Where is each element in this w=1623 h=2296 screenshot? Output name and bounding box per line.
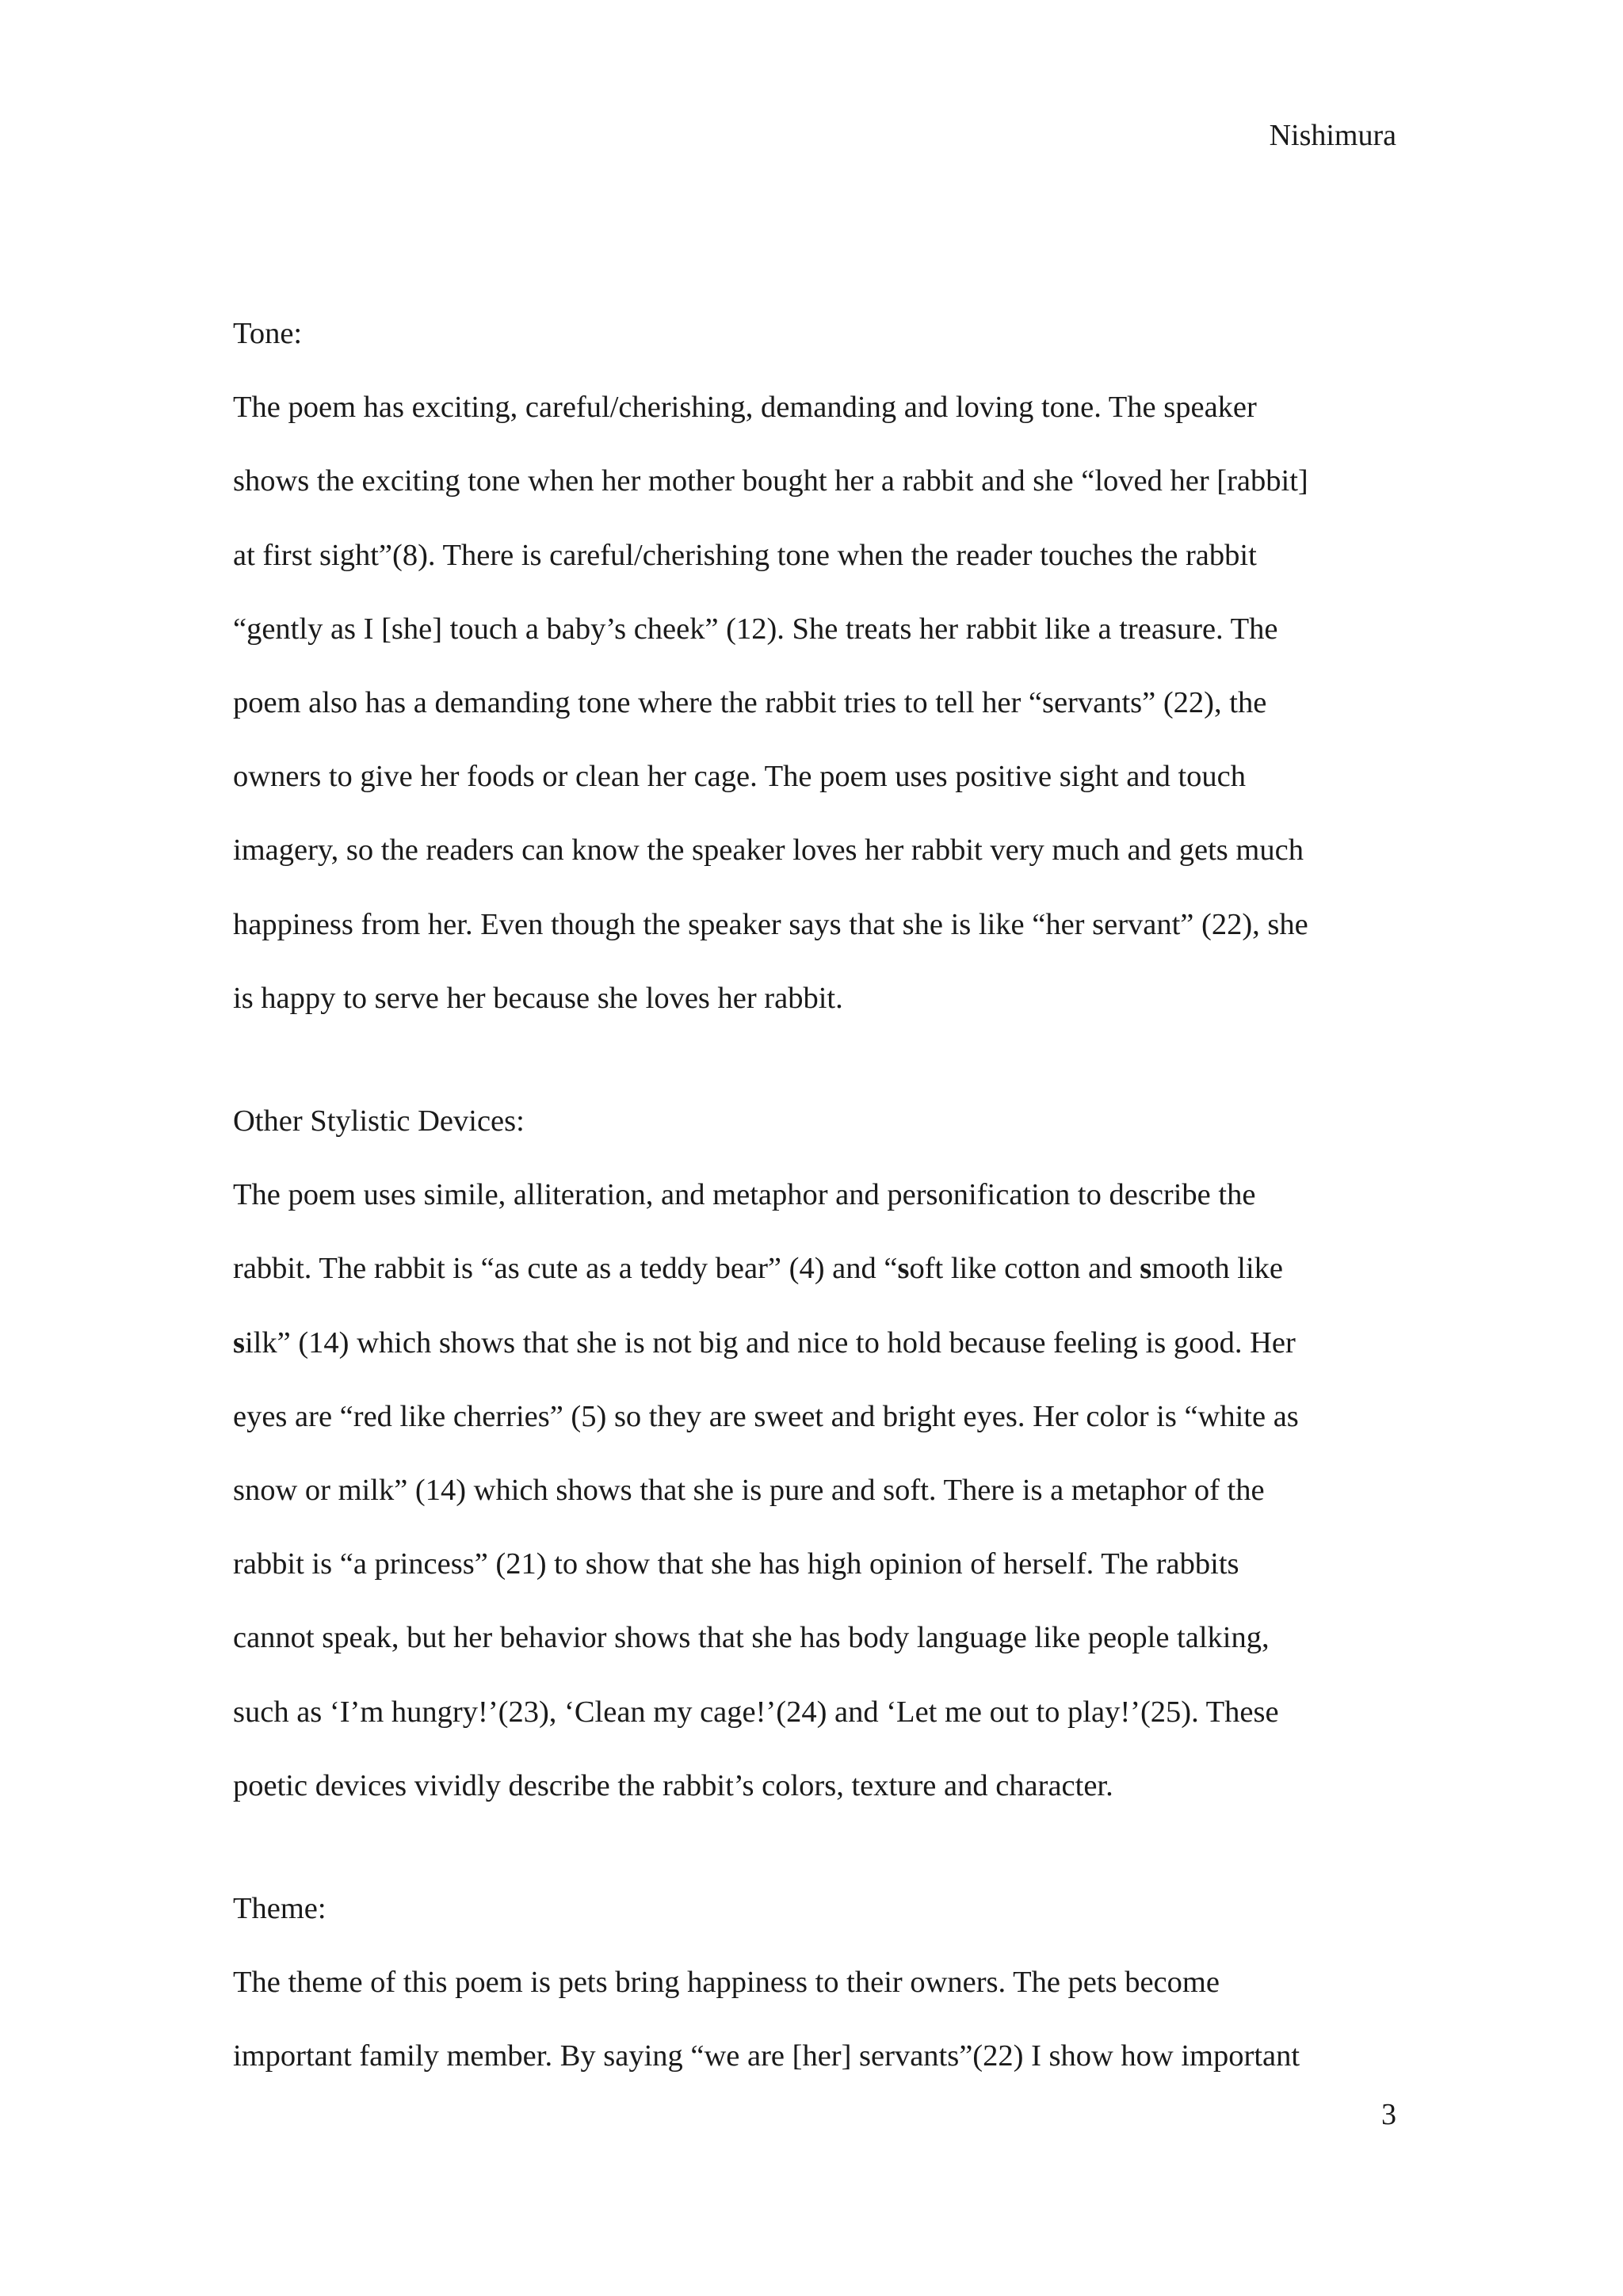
text-line: “gently as I [she] touch a baby’s cheek” (12). She treats her rabbit like a treasure. The: [233, 612, 1278, 646]
section-gap: [233, 1823, 1398, 1872]
section-heading-tone: Tone:: [233, 317, 303, 350]
running-header-author: Nishimura: [1269, 119, 1396, 152]
text-line: poem also has a demanding tone where the rabbit tries to tell her “servants” (22), the: [233, 686, 1267, 720]
text-run: rabbit. The rabbit is “as cute as a teddy bear” (4) and “: [233, 1252, 898, 1286]
text-run: mooth like: [1151, 1252, 1283, 1286]
text-line: eyes are “red like cherries” (5) so they are sweet and bright eyes. Her color is “white as: [233, 1399, 1299, 1433]
text-line: shows the exciting tone when her mother bought her a rabbit and she “loved her [rabbit]: [233, 464, 1308, 498]
text-line: The poem uses simile, alliteration, and metaphor and personification to describe the: [233, 1178, 1256, 1212]
text-line: The theme of this poem is pets bring happiness to their owners. The pets become: [233, 1966, 1220, 2000]
bold-letter: s: [233, 1325, 245, 1360]
paragraph-stylistic-devices: [233, 1158, 1398, 1823]
section-heading-stylistic-devices: Other Stylistic Devices:: [233, 1104, 525, 1138]
section-heading-theme: Theme:: [233, 1892, 327, 1926]
page-number: 3: [1381, 2098, 1396, 2131]
text-line: snow or milk” (14) which shows that she is pure and soft. There is a metaphor of the: [233, 1474, 1265, 1508]
text-line: imagery, so the readers can know the speaker loves her rabbit very much and gets much: [233, 833, 1304, 868]
text-line-with-alliteration: [233, 1306, 1398, 1380]
section-gap: [233, 1035, 1398, 1085]
text-run: oft like cotton and: [909, 1252, 1140, 1286]
paragraph-tone: [233, 371, 1398, 1035]
text-line: poetic devices vividly describe the rabbit’s colors, texture and character.: [233, 1768, 1113, 1802]
text-line: such as ‘I’m hungry!’(23), ‘Clean my cage!’(24) and ‘Let me out to play!’(25). These: [233, 1695, 1279, 1729]
text-line: cannot speak, but her behavior shows that she has body language like people talking,: [233, 1621, 1270, 1655]
paragraph-theme: [233, 1946, 1398, 2093]
bold-letter: s: [897, 1252, 910, 1286]
bold-letter: s: [1140, 1252, 1152, 1286]
text-line: The poem has exciting, careful/cherishing, demanding and loving tone. The speaker: [233, 391, 1257, 425]
text-line: happiness from her. Even though the speaker says that she is like “her servant” (22), she: [233, 907, 1308, 941]
text-run: ilk” (14) which shows that she is not big and nice to hold because feeling is good. Her: [244, 1325, 1296, 1360]
text-line: at first sight”(8). There is careful/cherishing tone when the reader touches the rabbit: [233, 538, 1257, 572]
essay-body: [233, 297, 1398, 2094]
text-line-with-alliteration: [233, 1232, 1398, 1306]
text-line: important family member. By saying “we are [her] servants”(22) I show how important: [233, 2039, 1300, 2073]
text-line: owners to give her foods or clean her cage. The poem uses positive sight and touch: [233, 760, 1247, 794]
text-line: rabbit is “a princess” (21) to show that she has high opinion of herself. The rabbits: [233, 1547, 1239, 1581]
text-line: is happy to serve her because she loves her rabbit.: [233, 981, 843, 1015]
